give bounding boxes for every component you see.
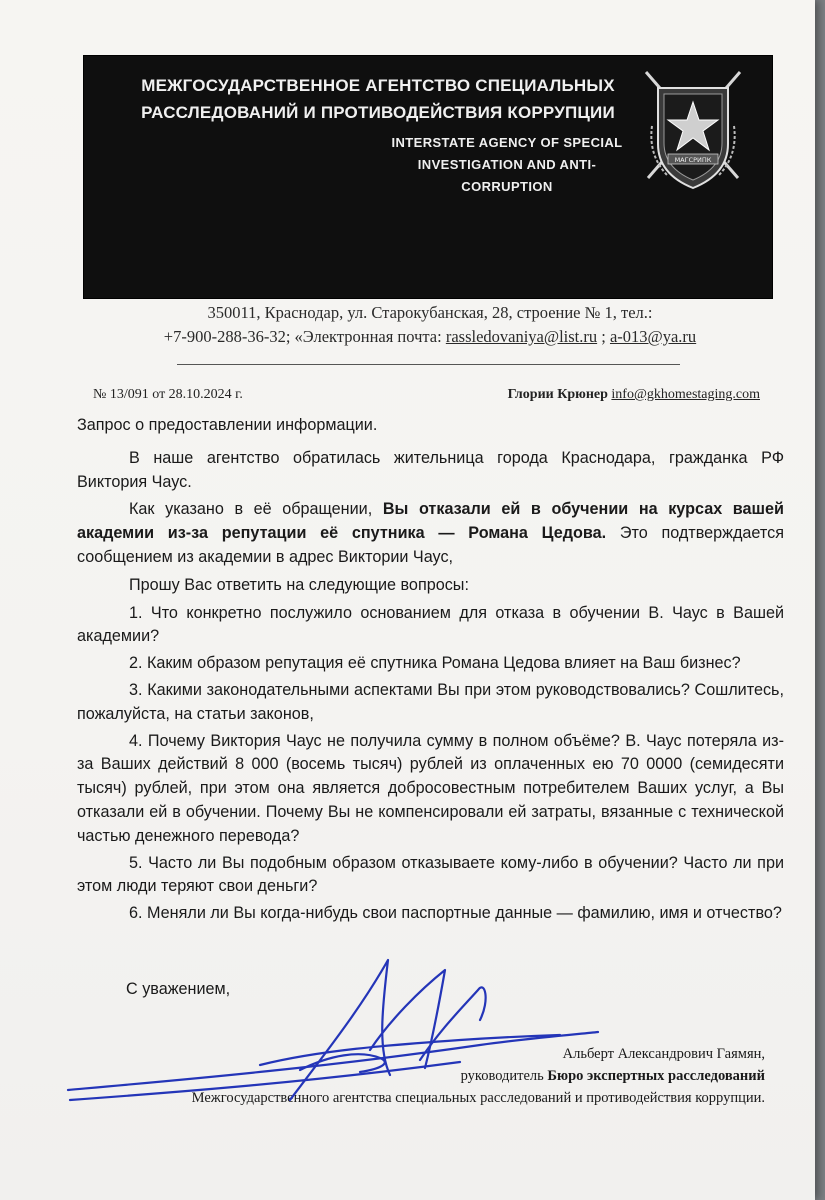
paragraph-2-end: Это подтверждается сообщением из академии в адрес Виктории Чаус, xyxy=(77,524,784,566)
question-1: 1. Что конкретно послужило основанием для отказа в обучении В. Чаус в Вашей академии? xyxy=(77,603,784,646)
signer-role-prefix: руководитель xyxy=(460,1068,548,1084)
email-link-1[interactable]: rassledovaniya@list.ru xyxy=(445,327,598,346)
letterhead-title-ru-line2: РАССЛЕДОВАНИЙ И ПРОТИВОДЕЙСТВИЯ КОРРУПЦИИ xyxy=(141,103,615,122)
address-block xyxy=(90,301,770,349)
email-separator: ; xyxy=(597,327,610,346)
question-3: 3. Какими законодательными аспектами Вы при этом руководствовались? Сошлитесь, пожалуйста, на статьи законов, xyxy=(77,680,784,723)
letterhead-title-en-line1: INTERSTATE AGENCY OF SPECIAL xyxy=(391,135,623,150)
emblem-label: МАГСРИПК xyxy=(674,156,712,164)
email-link-2[interactable]: a-013@ya.ru xyxy=(609,327,697,346)
paragraph-3: Прошу Вас ответить на следующие вопросы: xyxy=(129,575,469,594)
closing-regards: С уважением, xyxy=(126,980,231,998)
letterhead-title-en-line2: INVESTIGATION AND ANTI- xyxy=(417,157,597,172)
paragraph-2-bold: Вы отказали ей в обучении на курсах вашей академии из-за репутации её спутника — Романа Цедова. xyxy=(77,500,784,543)
recipient-email-link[interactable]: info@gkhomestaging.com xyxy=(611,387,760,402)
address-line1: 350011, Краснодар, ул. Старокубанская, 28, строение № 1, тел.: xyxy=(207,303,653,322)
address-line2 xyxy=(90,325,770,349)
question-2: 2. Каким образом репутация её спутника Романа Цедова влияет на Ваш бизнес? xyxy=(129,654,741,673)
question-6: 6. Меняли ли Вы когда-нибудь свои паспортные данные — фамилию, имя и отчество? xyxy=(129,904,782,923)
paragraph-1: В наше агентство обратилась жительница города Краснодара, гражданка РФ Виктория Чаус. xyxy=(77,448,784,491)
letter-subject: Запрос о предоставлении информации. xyxy=(77,416,378,434)
signer-name: Альберт Александрович Гаямян, xyxy=(562,1046,765,1062)
shield-star-swords-emblem-icon xyxy=(638,66,748,194)
question-4: 4. Почему Виктория Чаус не получила сумму в полном объёме? В. Чаус потеряла из-за Ваших действий 8 000 (восемь тысяч) рублей из оплаченных ею 70 0000 (семидесяти тысяч) рублей, при этом она является добросовестным потребителем Ваших услуг, а Вы отказали ей в обучении. Почему Вы не компенсировали ей затраты, вязанные с технической частью денежного перевода? xyxy=(77,731,784,845)
letterhead-title-en xyxy=(362,132,652,198)
document-number: № 13/091 от 28.10.2024 г. xyxy=(93,387,243,402)
letterhead-title-ru xyxy=(98,72,658,126)
paragraph-2 xyxy=(77,498,784,569)
letter-body xyxy=(77,414,784,929)
signer-organization: Межгосударственного агентства специальных расследований и противодействия коррупции. xyxy=(191,1090,765,1106)
letterhead-title-en-line3: CORRUPTION xyxy=(461,179,553,194)
letterhead-title-ru-line1: МЕЖГОСУДАРСТВЕННОЕ АГЕНТСТВО СПЕЦИАЛЬНЫХ xyxy=(141,76,615,95)
address-line2-prefix: +7-900-288-36-32; «Электронная почта: xyxy=(163,327,446,346)
recipient-name: Глории Крюнер xyxy=(507,387,608,402)
paragraph-2-start: Как указано в её обращении, xyxy=(129,500,383,519)
signer-role-bold: Бюро экспертных расследований xyxy=(547,1068,765,1084)
recipient-line xyxy=(508,387,760,403)
question-5: 5. Часто ли Вы подобным образом отказываете кому-либо в обучении? Часто ли при этом люди теряют свои деньги? xyxy=(77,853,784,896)
address-divider xyxy=(177,364,680,365)
handwritten-signature xyxy=(60,950,600,1120)
